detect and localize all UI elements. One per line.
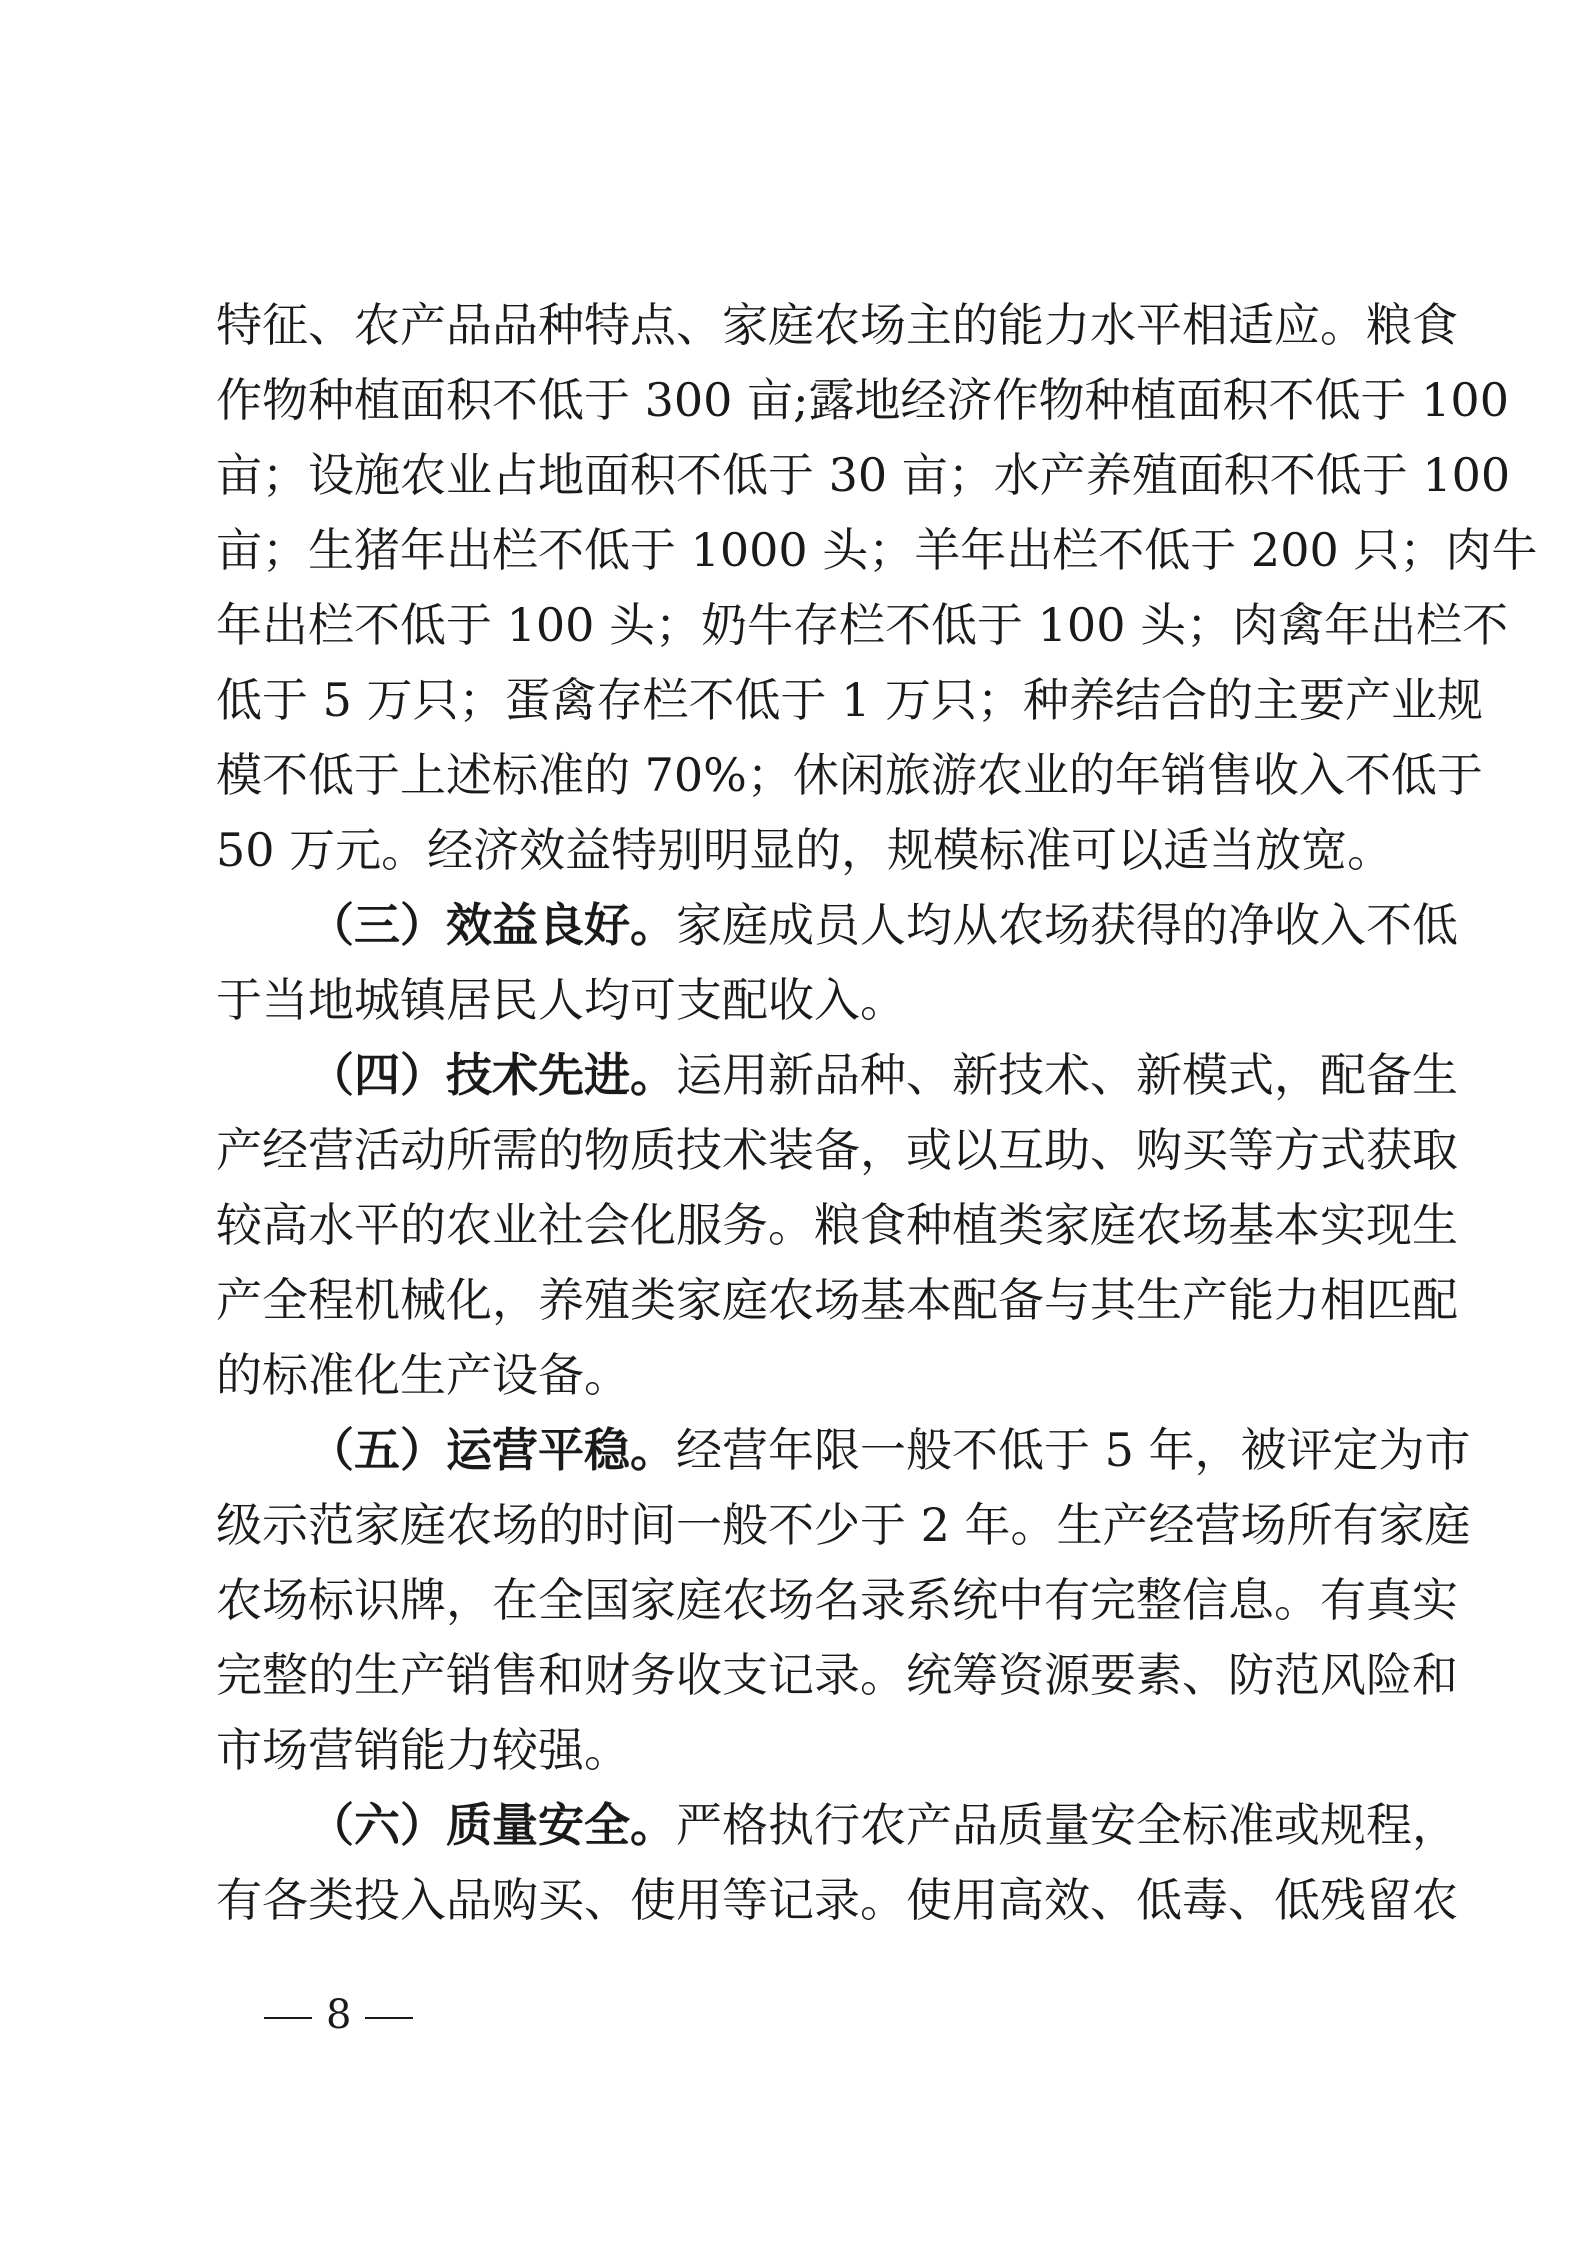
section-5-heading: （五）运营平稳。 [308, 1423, 676, 1477]
footer-dash-left [264, 2017, 312, 2019]
body-line: 作物种植面积不低于 300 亩;露地经济作物种植面积不低于 100 [216, 373, 1509, 427]
body-line: 完整的生产销售和财务收支记录。统筹资源要素、防范风险和 [216, 1648, 1458, 1702]
body-line: 年出栏不低于 100 头；奶牛存栏不低于 100 头；肉禽年出栏不 [216, 598, 1509, 652]
section-4-first-line [308, 1038, 1458, 1113]
section-3-text: 家庭成员人均从农场获得的净收入不低 [676, 898, 1458, 952]
body-line: 特征、农产品品种特点、家庭农场主的能力水平相适应。粮食 [216, 298, 1458, 352]
body-line: 级示范家庭农场的时间一般不少于 2 年。生产经营场所有家庭 [216, 1498, 1471, 1552]
section-6-text: 严格执行农产品质量安全标准或规程， [676, 1798, 1458, 1852]
section-3-first-line [308, 888, 1458, 963]
section-6-first-line [308, 1788, 1458, 1863]
body-line: 市场营销能力较强。 [216, 1723, 630, 1777]
body-line: 亩；生猪年出栏不低于 1000 头；羊年出栏不低于 200 只；肉牛 [216, 523, 1538, 577]
section-3-heading: （三）效益良好。 [308, 898, 676, 952]
section-6-heading: （六）质量安全。 [308, 1798, 676, 1852]
footer-dash-right [365, 2017, 413, 2019]
section-5-text: 经营年限一般不低于 5 年，被评定为市 [676, 1423, 1471, 1477]
body-line: 低于 5 万只；蛋禽存栏不低于 1 万只；种养结合的主要产业规 [216, 673, 1484, 727]
body-line: 于当地城镇居民人均可支配收入。 [216, 973, 906, 1027]
body-line: 农场标识牌，在全国家庭农场名录系统中有完整信息。有真实 [216, 1573, 1458, 1627]
body-line: 产全程机械化，养殖类家庭农场基本配备与其生产能力相匹配 [216, 1273, 1458, 1327]
body-line: 亩；设施农业占地面积不低于 30 亩；水产养殖面积不低于 100 [216, 448, 1511, 502]
section-5-first-line [308, 1413, 1471, 1488]
section-4-text: 运用新品种、新技术、新模式，配备生 [676, 1048, 1458, 1102]
body-line: 较高水平的农业社会化服务。粮食种植类家庭农场基本实现生 [216, 1198, 1458, 1252]
body-line: 50 万元。经济效益特别明显的，规模标准可以适当放宽。 [216, 823, 1394, 877]
page-number: 8 [326, 1992, 352, 2038]
body-line: 的标准化生产设备。 [216, 1348, 630, 1402]
body-line: 有各类投入品购买、使用等记录。使用高效、低毒、低残留农 [216, 1873, 1458, 1927]
page-footer [250, 1985, 427, 2045]
body-line: 产经营活动所需的物质技术装备，或以互助、购买等方式获取 [216, 1123, 1458, 1177]
section-4-heading: （四）技术先进。 [308, 1048, 676, 1102]
body-line: 模不低于上述标准的 70%；休闲旅游农业的年销售收入不低于 [216, 748, 1483, 802]
